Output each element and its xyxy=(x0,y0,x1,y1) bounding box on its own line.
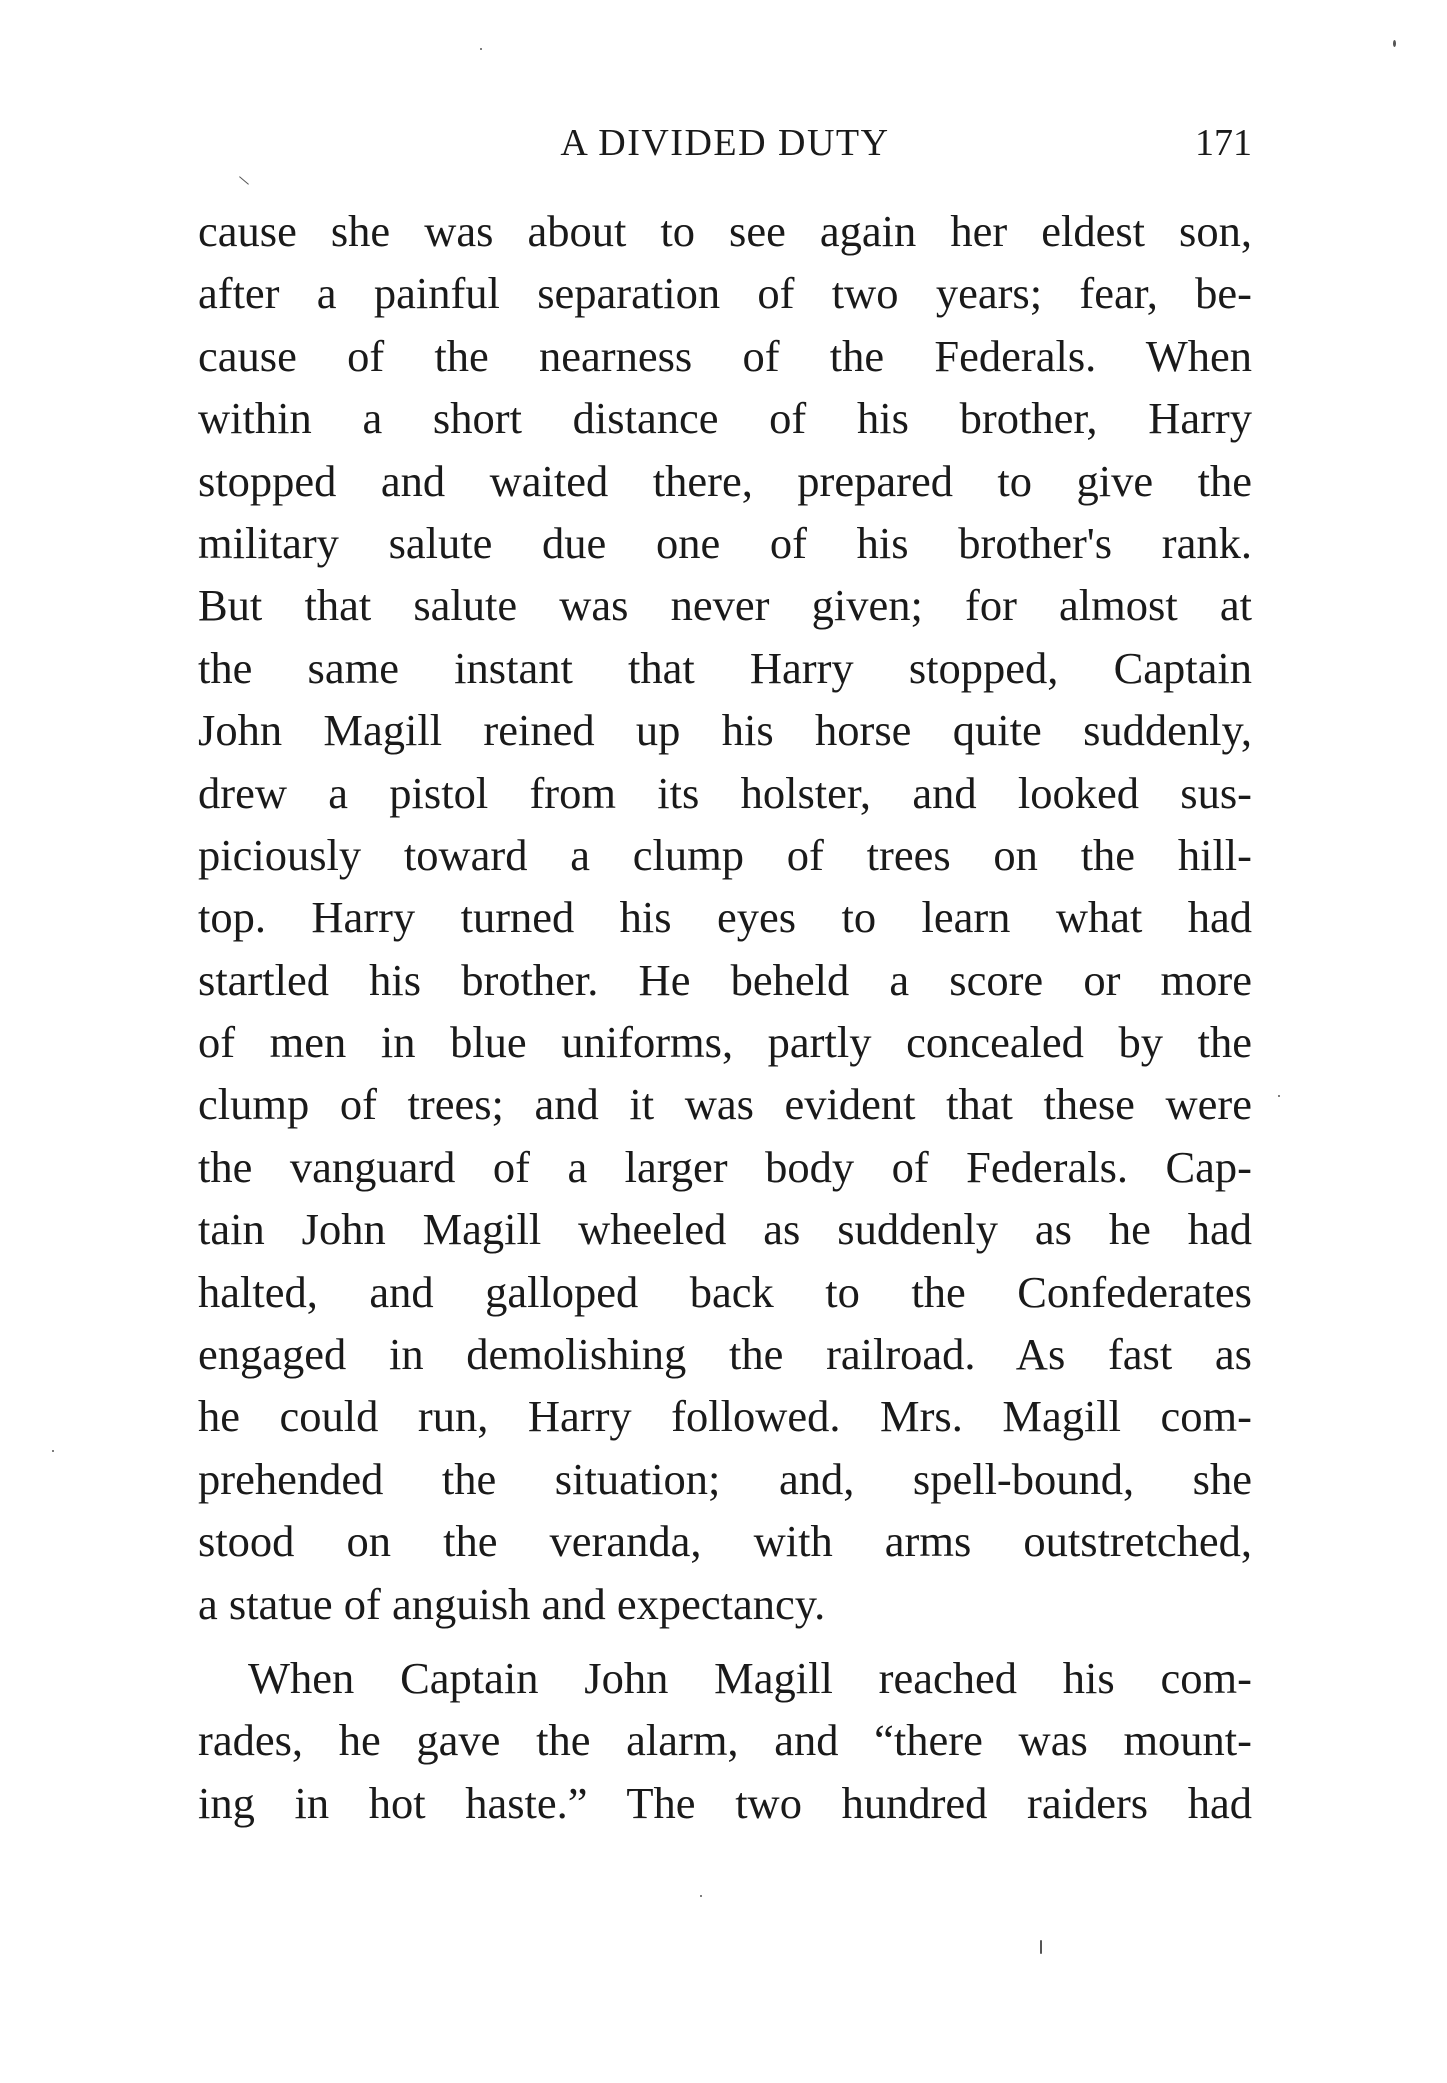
page-number: 171 xyxy=(1195,122,1252,164)
text-line: stood on the veranda, with arms outstretched, xyxy=(198,1516,1252,1567)
text-line: a statue of anguish and expectancy. xyxy=(198,1578,826,1629)
text-line: engaged in demolishing the railroad. As fast as xyxy=(198,1329,1252,1380)
text-line: military salute due one of his brother's rank. xyxy=(198,517,1252,568)
text-line: clump of trees; and it was evident that these were xyxy=(198,1079,1252,1130)
body-text xyxy=(198,200,1252,1834)
text-line: John Magill reined up his horse quite suddenly, xyxy=(198,705,1252,756)
scan-speck xyxy=(239,176,249,184)
text-line: within a short distance of his brother, Harry xyxy=(198,393,1252,444)
text-line: halted, and galloped back to the Confederates xyxy=(198,1266,1252,1317)
text-line: the same instant that Harry stopped, Captain xyxy=(198,642,1252,693)
scan-speck xyxy=(52,1450,54,1452)
text-line: rades, he gave the alarm, and “there was mount- xyxy=(198,1715,1252,1766)
text-line: cause of the nearness of the Federals. When xyxy=(198,330,1252,381)
text-line: ing in hot haste.” The two hundred raiders had xyxy=(198,1777,1252,1828)
text-line: after a painful separation of two years; fear, be- xyxy=(198,268,1252,319)
scan-speck xyxy=(480,48,482,50)
text-line: startled his brother. He beheld a score or more xyxy=(198,954,1252,1005)
text-line: stopped and waited there, prepared to give the xyxy=(198,455,1252,506)
text-line: tain John Magill wheeled as suddenly as he had xyxy=(198,1204,1252,1255)
running-title: A DIVIDED DUTY xyxy=(560,122,890,164)
text-line: he could run, Harry followed. Mrs. Magill com- xyxy=(198,1391,1252,1442)
text-line: But that salute was never given; for almost at xyxy=(198,580,1252,631)
scan-speck xyxy=(1040,1940,1042,1954)
paragraph xyxy=(198,1647,1252,1834)
text-line: When Captain John Magill reached his com- xyxy=(248,1652,1252,1703)
text-line: cause she was about to see again her eldest son, xyxy=(198,206,1252,256)
scan-speck xyxy=(700,1895,702,1897)
paragraph-gap xyxy=(198,1635,1252,1647)
scan-speck xyxy=(1393,40,1396,47)
text-line: prehended the situation; and, spell-bound, she xyxy=(198,1453,1252,1504)
scan-speck xyxy=(1278,1095,1280,1097)
text-line: of men in blue uniforms, partly concealed by the xyxy=(198,1017,1252,1068)
text-line: piciously toward a clump of trees on the hill- xyxy=(198,829,1252,880)
text-line: drew a pistol from its holster, and looked sus- xyxy=(198,767,1252,818)
text-line: top. Harry turned his eyes to learn what had xyxy=(198,892,1252,943)
text-line: the vanguard of a larger body of Federals. Cap- xyxy=(198,1141,1252,1192)
running-header xyxy=(198,118,1252,168)
paragraph xyxy=(198,200,1252,1635)
